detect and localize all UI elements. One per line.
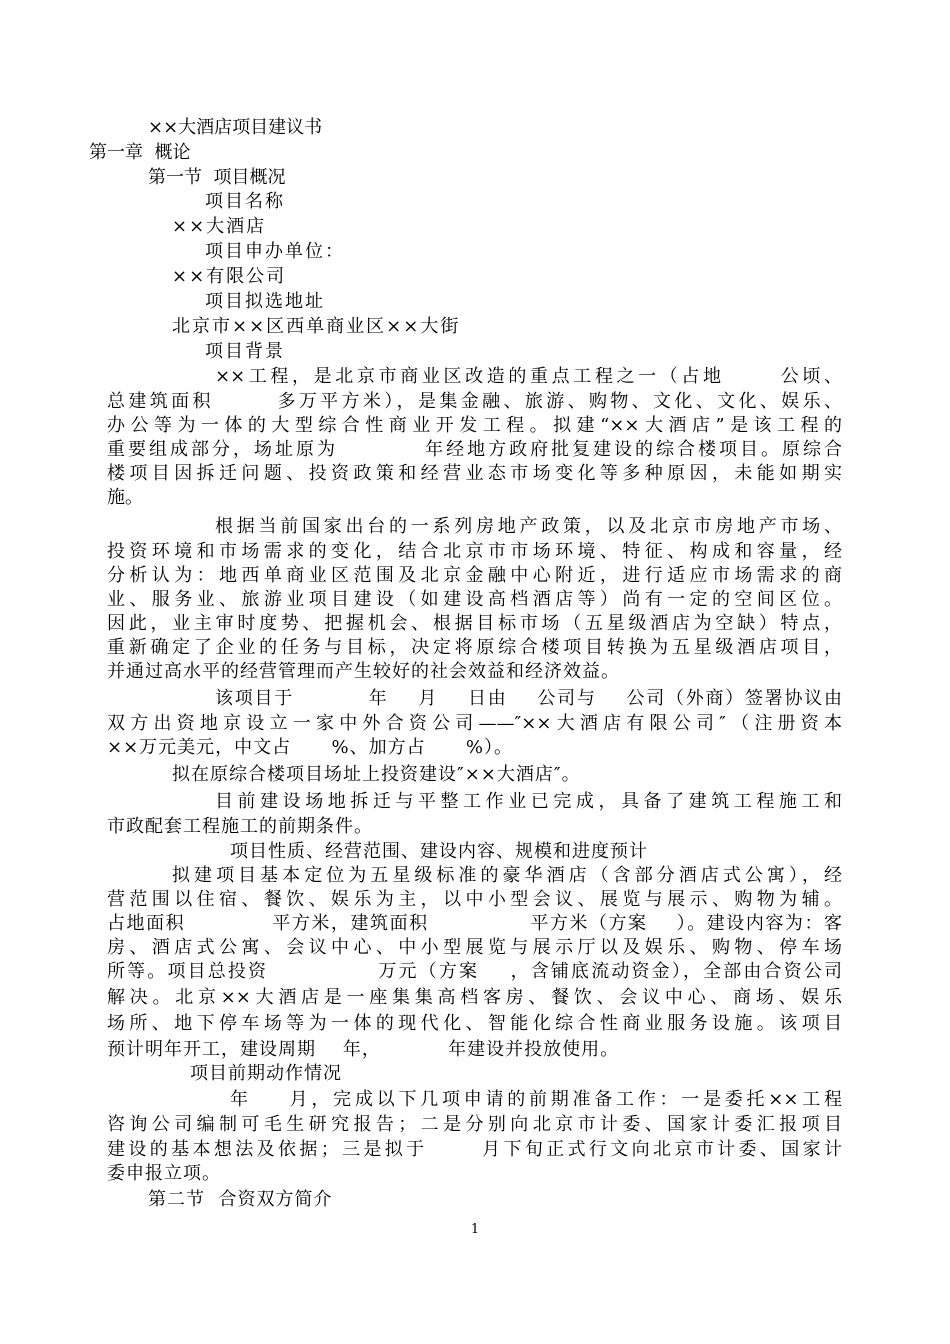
section-heading: 第二节 合资双方简介 [148,1189,333,1210]
paragraph-line: 委申报立项。 [107,1163,221,1184]
scope-label: 项目性质、经营范围、建设内容、规模和进度预计 [230,841,648,862]
paragraph-line: 业、服务业、旅游业项目建设（如建设高档酒店等）尚有一定的空间区位。 [107,589,842,610]
paragraph-line: 所等。项目总投资 万元（方案 ，含铺底流动资金），全部由合资公司 [107,961,842,982]
paragraph-line: ××万元美元，中文占 %、加方占 %）。 [107,737,514,758]
sponsor-label: 项目申办单位： [205,241,345,262]
paragraph-line: 该项目于 年 月 日由 公司与 公司（外商）签署协议由 [215,688,842,709]
paragraph-line: 因此，业主审时度势、把握机会、根据目标市场（五星级酒店为空缺）特点， [107,613,842,634]
paragraph-line: 重新确定了企业的任务与目标，决定将原综合楼项目转换为五星级酒店项目， [107,637,842,658]
paragraph-line: 投资环境和市场需求的变化，结合北京市市场环境、特征、构成和容量，经 [107,541,842,562]
paragraph-line: 预计明年开工，建设周期 年， 年建设并投放使用。 [107,1039,620,1060]
paragraph-line: 场所、地下停车场等为一体的现代化、智能化综合性商业服务设施。该项目 [107,1013,842,1034]
paragraph-line: 解决。北京××大酒店是一座集集高档客房、餐饮、会议中心、商场、娱乐 [107,987,842,1008]
background-label: 项目背景 [205,341,285,362]
paragraph-line: 根据当前国家出台的一系列房地产政策，以及北京市房地产市场、 [215,516,842,537]
paragraph-line: 重要组成部分，场址原为 年经地方政府批复建设的综合楼项目。原综合 [107,439,842,460]
paragraph-line: 分析认为：地西单商业区范围及北京金融中心附近，进行适应市场需求的商 [107,565,842,586]
paragraph-line: 房、酒店式公寓、会议中心、中小型展览与展示厅以及娱乐、购物、停车场 [107,937,842,958]
paragraph-line: 办公等为一体的大型综合性商业开发工程。拟建“××大酒店”是该工程的 [107,415,842,436]
sponsor-name: ××有限公司 [172,266,287,287]
prelim-label: 项目前期动作情况 [190,1063,342,1084]
paragraph-line: 目前建设场地拆迁与平整工作业已完成，具备了建筑工程施工和 [215,791,842,812]
paragraph-line: 总建筑面积 多万平方米），是集金融、旅游、购物、文化、文化、娱乐、 [107,391,842,412]
paragraph-line: 营范围以住宿、餐饮、娱乐为主，以中小型会议、展览与展示、购物为辅。 [107,889,842,910]
paragraph-line: 年 月，完成以下几项申请的前期准备工作：一是委托××工程 [230,1089,842,1110]
page-number: 1 [470,1222,480,1237]
paragraph-line: 占地面积 平方米，建筑面积 平方米（方案 ）。建设内容为：客 [107,913,842,934]
document-title: ××大酒店项目建议书 [148,117,323,138]
paragraph-line: 市政配套工程施工的前期条件。 [107,816,373,837]
paragraph-line: 双方出资地京设立一家中外合资公司——″××大酒店有限公司″（注册资本 [107,713,842,734]
paragraph-line: 拟建项目基本定位为五星级标准的豪华酒店（含部分酒店式公寓），经 [172,865,842,886]
site-address: 北京市××区西单商业区××大街 [172,316,461,337]
project-name: ××大酒店 [172,216,267,237]
paragraph-line: 咨询公司编制可毛生研究报告；二是分别向北京市计委、国家计委汇报项目 [107,1114,842,1135]
paragraph-line: 楼项目因拆迁问题、投资政策和经营业态市场变化等多种原因，未能如期实 [107,463,842,484]
section-heading: 第一节 项目概况 [148,167,286,188]
paragraph-line: ××工程，是北京市商业区改造的重点工程之一（占地 公顷、 [215,366,842,387]
site-label: 项目拟选地址 [205,291,325,312]
paragraph-line: 建设的基本想法及依据；三是拟于 月下旬正式行文向北京市计委、国家计 [107,1139,842,1160]
paragraph-line: 施。 [107,487,143,508]
paragraph-line: 并通过高水平的经营管理而产生较好的社会效益和经济效益。 [107,661,620,682]
paragraph-line: 拟在原综合楼项目场址上投资建设″××大酒店″。 [172,764,581,785]
chapter-heading: 第一章 概论 [89,142,191,163]
project-name-label: 项目名称 [205,191,285,212]
